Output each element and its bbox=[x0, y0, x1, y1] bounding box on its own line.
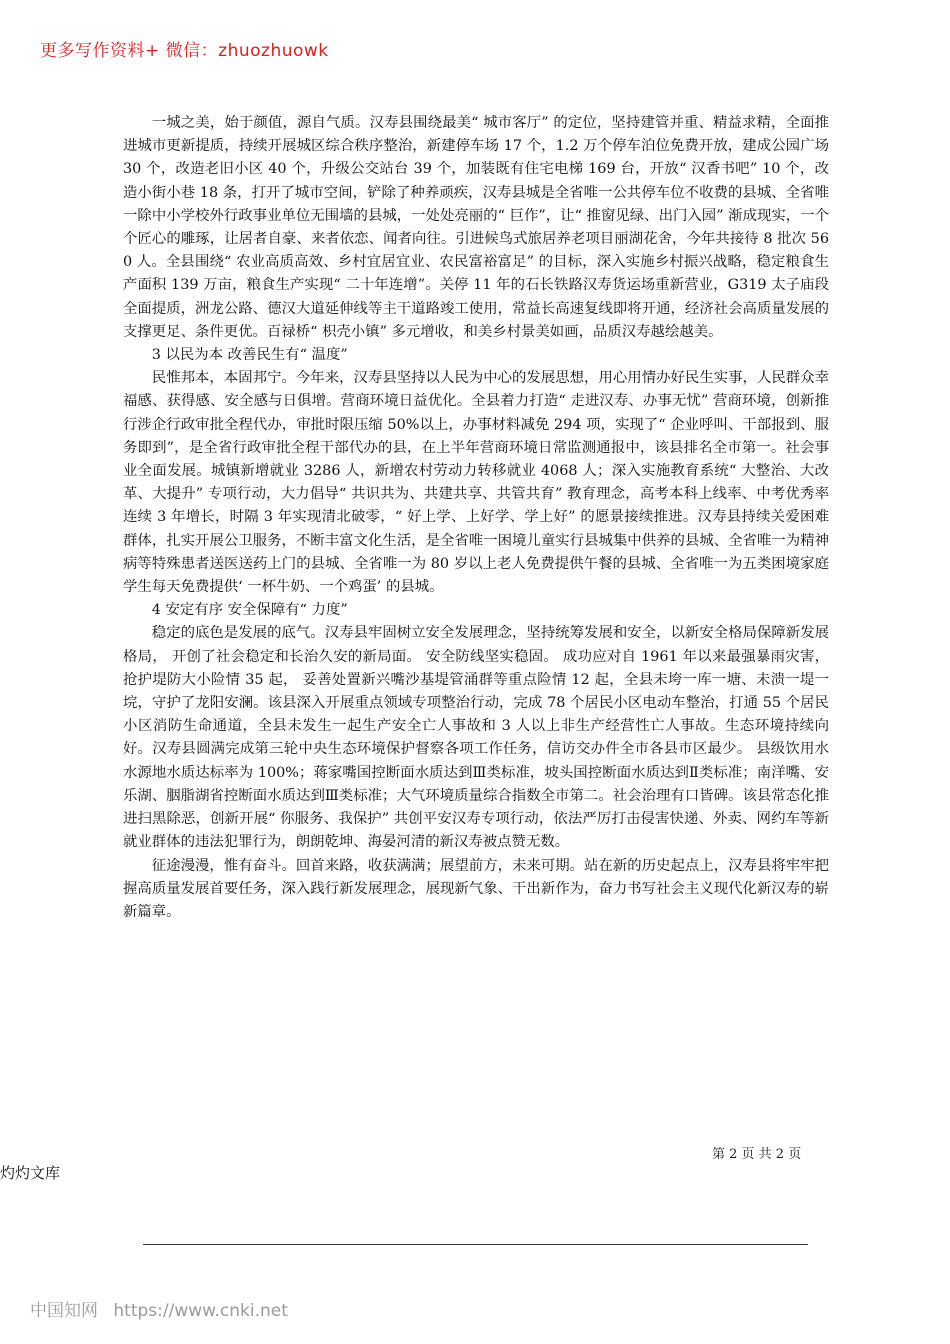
section-heading-livelihood: 3 以民为本 改善民生有“ 温度” bbox=[151, 347, 348, 364]
paragraph-city-beauty: 一城之美，始于颜值，源自气质。汉寿县围绕最美“ 城市客厅” 的定位，坚持建管并重、精益求精，全面推进城市更新提质，持续开展城区综合秩序整治，新建停车场 17 个，1.2 万个停车泊位免费开放，建成公园广场 30 个，改造老旧小区 40 个，升级公交站台 39 个，加装既有住宅电梯 169 台，开放“ 汉香书吧” 10 个，改造小街小巷 18 条，打开了城市空间，铲除了种养顽疾，汉寿县城是全省唯一公共停车位不收费的县城、全省唯一除中小学校外行政事业单位无围墙的县城，一处处亮丽的“ 巨作”，让“ 推窗见绿、出门入园” 渐成现实，一个个匠心的雕琢，让居者自豪、来者依恋、闻者向往。引进候鸟式旅居养老项目丽湖花舍，今年共接待 8 批次 560 人。全县围绕“ 农业高质高效、乡村宜居宜业、农民富裕富足” 的目标，深入实施乡村振兴战略，稳定粮食生产面积 139 万亩，粮食生产实现“ 二十年连增”。关停 11 年的石长铁路汉寿货运场重新营业，G319 太子庙段全面提质，洲龙公路、德汉大道延伸线等主干道路竣工使用，常益长高速复线即将开通，经济社会高质量发展的支撑更足、条件更优。百禄桥“ 枳壳小镇” 多元增收，和美乡村景美如画，品质汉寿越绘越美。 bbox=[123, 115, 829, 340]
paragraph-conclusion: 征途漫漫，惟有奋斗。回首来路，收获满满；展望前方，未来可期。站在新的历史起点上，汉寿县将牢牢把握高质量发展首要任务，深入践行新发展理念，展现新气象、干出新作为，奋力书写社会主义现代化新汉寿的崭新篇章。 bbox=[123, 857, 829, 920]
page-number: 第 2 页 共 2 页 bbox=[712, 1147, 802, 1162]
cnki-watermark bbox=[30, 1296, 298, 1321]
library-label: 灼灼文库 bbox=[0, 1164, 61, 1182]
article-body bbox=[123, 112, 829, 924]
watermark-brand: 中国知网 bbox=[30, 1301, 98, 1321]
footer-divider bbox=[143, 1244, 808, 1245]
promo-banner: 更多写作资料+ 微信：zhuozhuowk bbox=[40, 41, 329, 61]
paragraph-livelihood: 民惟邦本，本固邦宁。今年来，汉寿县坚持以人民为中心的发展思想，用心用情办好民生实事，人民群众幸福感、获得感、安全感与日俱增。营商环境日益优化。全县着力打造“ 走进汉寿、办事无忧” 营商环境，创新推行涉企行政审批全程代办，审批时限压缩 50%以上，办事材料减免 294 项，实现了“ 企业呼叫、干部报到、服务即到”，是全省行政审批全程干部代办的县，在上半年营商环境日常监测通报中，该县排名全市第一。社会事业全面发展。城镇新增就业 3286 人，新增农村劳动力转移就业 4068 人；深入实施教育系统“ 大整治、大改革、大提升” 专项行动，大力倡导“ 共识共为、共建共享、共管共育” 教育理念，高考本科上线率、中考优秀率连续 3 年增长，时隔 3 年实现清北破零，“ 好上学、上好学、学上好” 的愿景接续推进。汉寿县持续关爱困难群体，扎实开展公卫服务，不断丰富文化生活，是全省唯一困境儿童实行县城集中供养的县城、全省唯一为精神病等特殊患者送医送药上门的县城、全省唯一为 80 岁以上老人免费提供午餐的县城、全省唯一为五类困境家庭学生每天免费提供‘ 一杯牛奶、一个鸡蛋’ 的县城。 bbox=[123, 370, 829, 596]
watermark-url: https://www.cnki.net bbox=[113, 1301, 288, 1321]
paragraph-safety: 稳定的底色是发展的底气。汉寿县牢固树立安全发展理念，坚持统筹发展和安全，以新安全格局保障新发展格局， 开创了社会稳定和长治久安的新局面。 安全防线坚实稳固。 成功应对自 1961 年以来最强暴雨灾害， 抢护堤防大小险情 35 起， 妥善处置新兴嘴沙基堤管涌群等重点险情 12 起，全县未垮一库一塘、未溃一堤一垸，守护了龙阳安澜。该县深入开展重点领域专项整治行动，完成 78 个居民小区电动车整治，打通 55 个居民小区消防生命通道，全县未发生一起生产安全亡人事故和 3 人以上非生产经营性亡人事故。生态环境持续向好。汉寿县圆满完成第三轮中央生态环境保护督察各项工作任务，信访交办件全市各县市区最少。 县级饮用水水源地水质达标率为 100%；蒋家嘴国控断面水质达到Ⅲ类标准，坡头国控断面水质达到Ⅱ类标准；南洋嘴、安乐湖、胭脂湖省控断面水质达到Ⅲ类标准；大气环境质量综合指数全市第二。社会治理有口皆碑。该县常态化推进扫黑除恶，创新开展“ 你服务、我保护” 共创平安汉寿专项行动，依法严厉打击侵害快递、外卖、网约车等新就业群体的违法犯罪行为，朗朗乾坤、海晏河清的新汉寿被点赞无数。 bbox=[123, 625, 829, 851]
section-heading-safety: 4 安定有序 安全保障有“ 力度” bbox=[151, 602, 348, 619]
